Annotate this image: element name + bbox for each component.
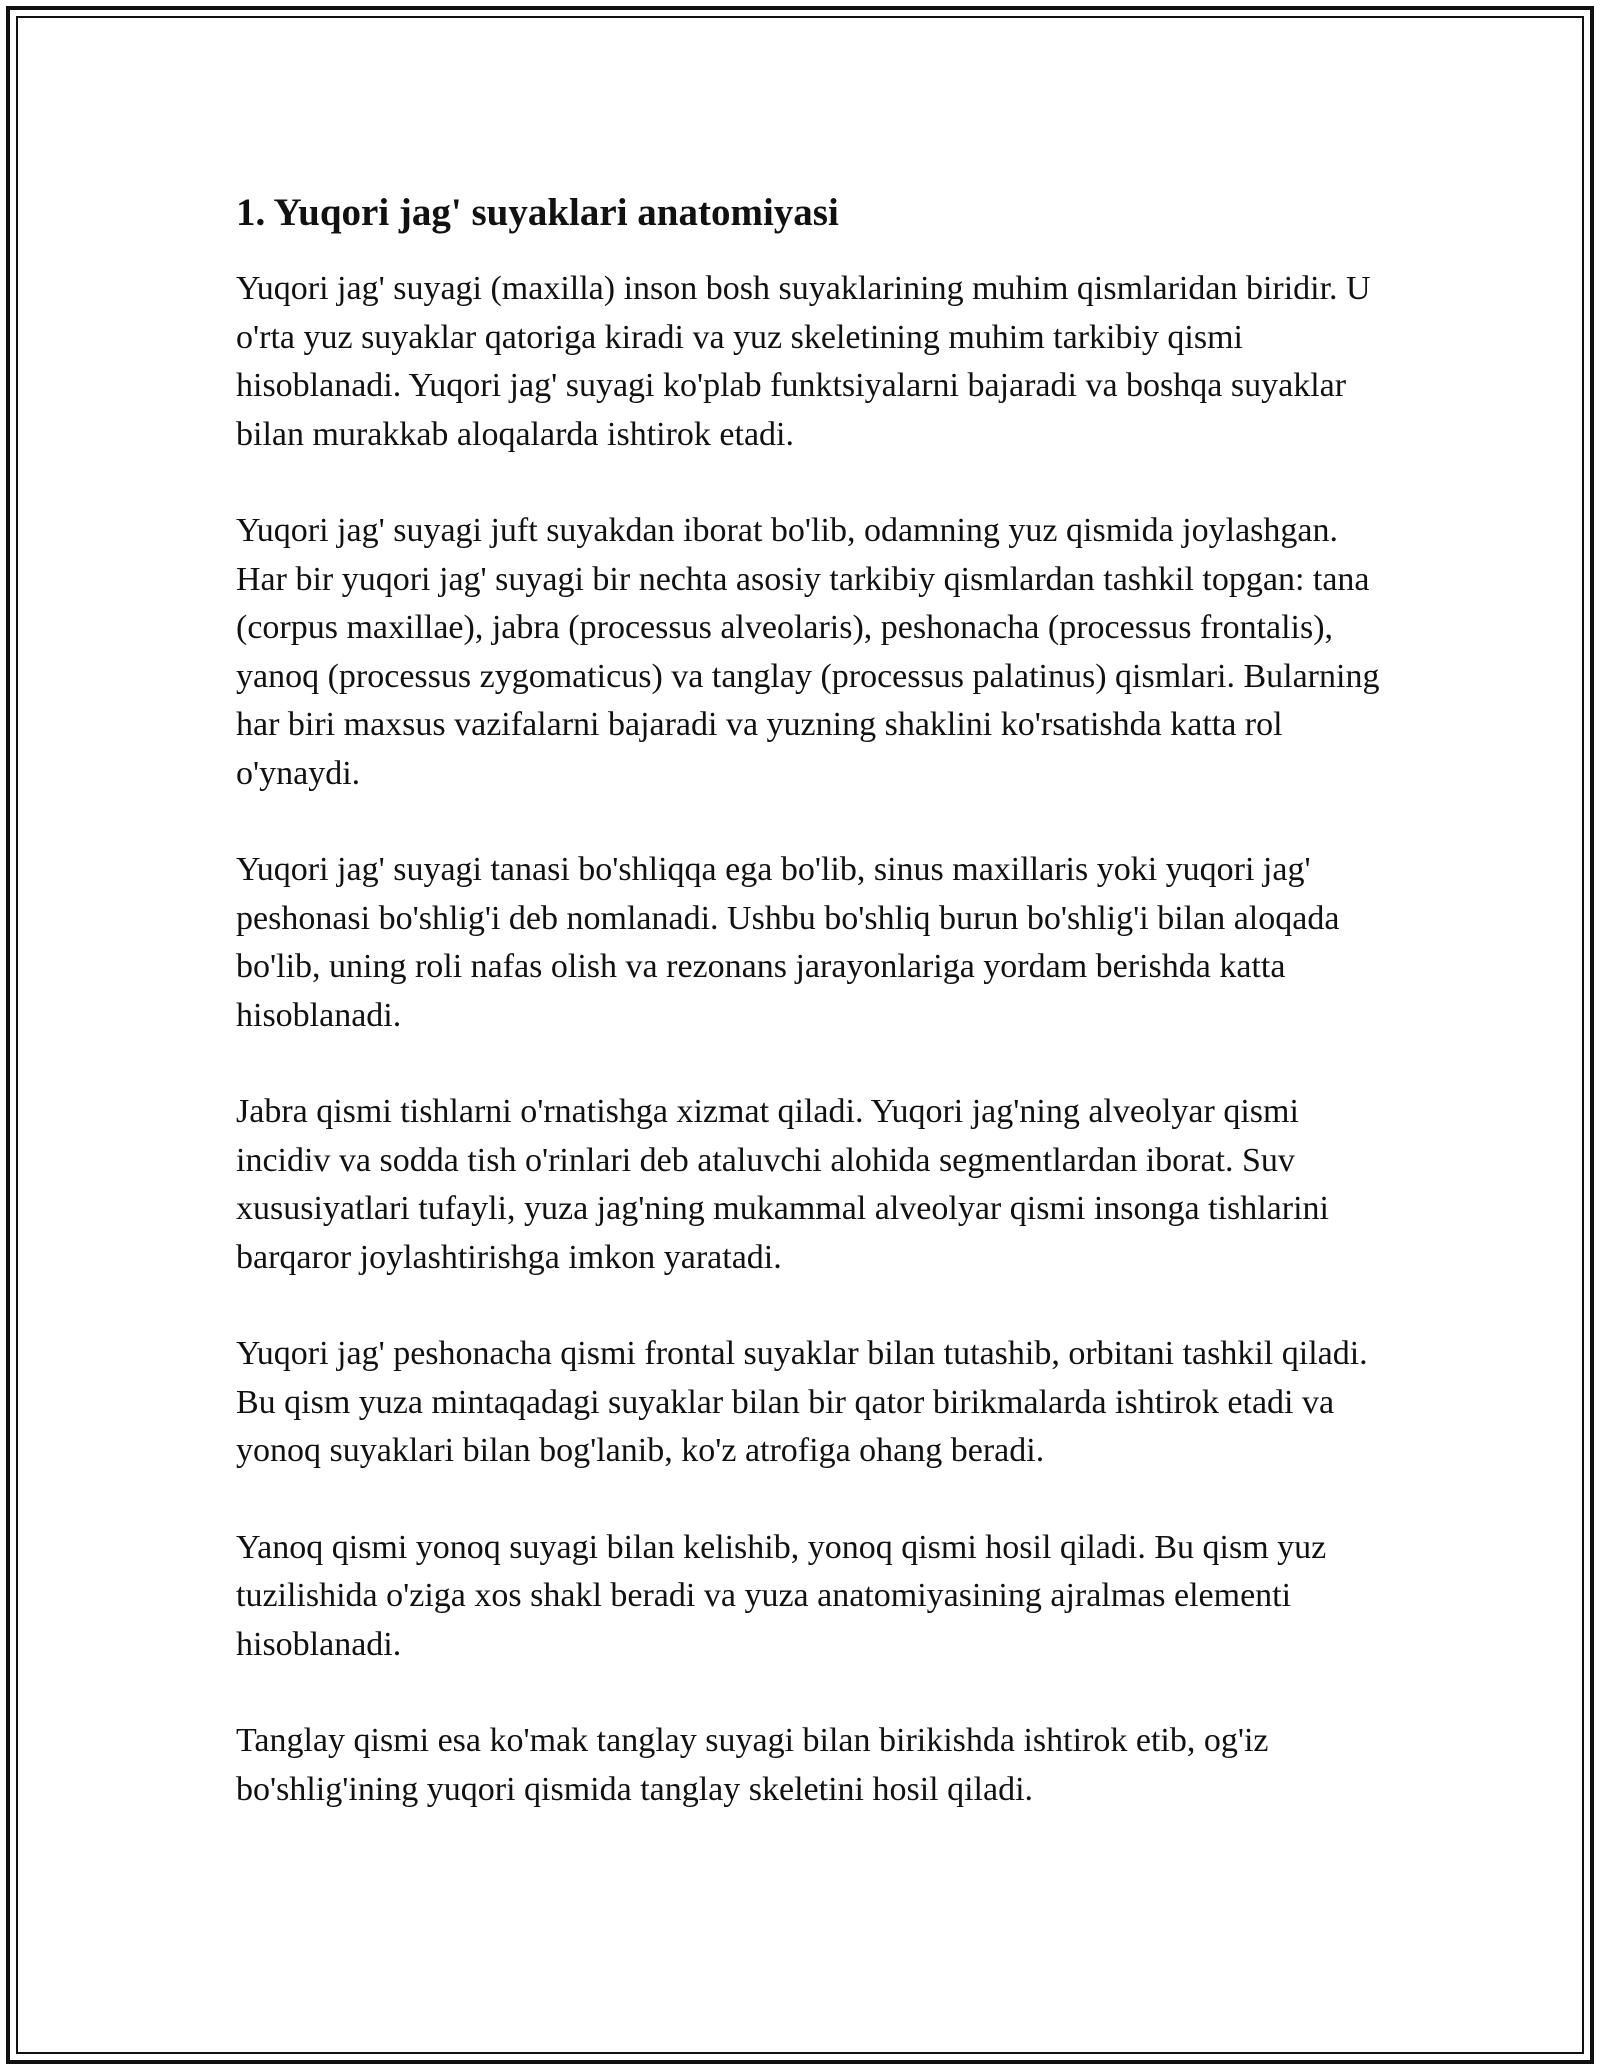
document-body (236, 183, 1381, 1862)
paragraph-intro: Yuqori jag' suyagi (maxilla) inson bosh suyaklarining muhim qismlaridan biridir. U o'rta yuz suyaklar qatoriga kiradi va yuz skeletining muhim tarkibiy qismi hisoblanadi. Yuqori jag' suyagi ko'plab funktsiyalarni bajaradi va boshqa suyaklar bilan murakkab aloqalarda ishtirok etadi. (236, 270, 1371, 453)
paragraph-palatine: Tanglay qismi esa ko'mak tanglay suyagi bilan birikishda ishtirok etib, og'iz bo'shlig'ining yuqori qismida tanglay skeletini hosil qiladi. (236, 1722, 1269, 1808)
paragraph-sinus: Yuqori jag' suyagi tanasi bo'shliqqa ega bo'lib, sinus maxillaris yoki yuqori jag' peshonasi bo'shlig'i deb nomlanadi. Ushbu bo'shliq burun bo'shlig'i bilan aloqada bo'lib, uning roli nafas olish va rezonans jarayonlariga yordam berishda katta hisoblanadi. (236, 851, 1340, 1034)
section-heading: 1. Yuqori jag' suyaklari anatomiyasi (236, 191, 839, 234)
paragraph-alveolar: Jabra qismi tishlarni o'rnatishga xizmat qiladi. Yuqori jag'ning alveolyar qismi incidiv va sodda tish o'rinlari deb ataluvchi alohida segmentlardan iborat. Suv xususiyatlari tufayli, yuza jag'ning mukammal alveolyar qismi insonga tishlarini barqaror joylashtirishga imkon yaratadi. (236, 1093, 1329, 1276)
paragraph-zygomatic: Yanoq qismi yonoq suyagi bilan kelishib, yonoq qismi hosil qiladi. Bu qism yuz tuzilishida o'ziga xos shakl beradi va yuza anatomiyasining ajralmas elementi hisoblanadi. (236, 1528, 1327, 1663)
paragraph-frontal: Yuqori jag' peshonacha qismi frontal suyaklar bilan tutashib, orbitani tashkil qiladi. Bu qism yuza mintaqadagi suyaklar bilan bir qator birikmalarda ishtirok etadi va yonoq suyaklari bilan bog'lanib, ko'z atrofiga ohang beradi. (236, 1335, 1368, 1469)
paragraph-structure: Yuqori jag' suyagi juft suyakdan iborat bo'lib, odamning yuz qismida joylashgan. Har bir yuqori jag' suyagi bir nechta asosiy tarkibiy qismlardan tashkil topgan: tana (corpus maxillae), jabra (processus alveolaris), peshonacha (processus frontalis), yanoq (processus zygomaticus) va tanglay (processus palatinus) qismlari. Bularning har biri maxsus vazifalarni bajaradi va yuzning shaklini ko'rsatishda katta rol o'ynaydi. (236, 512, 1380, 792)
